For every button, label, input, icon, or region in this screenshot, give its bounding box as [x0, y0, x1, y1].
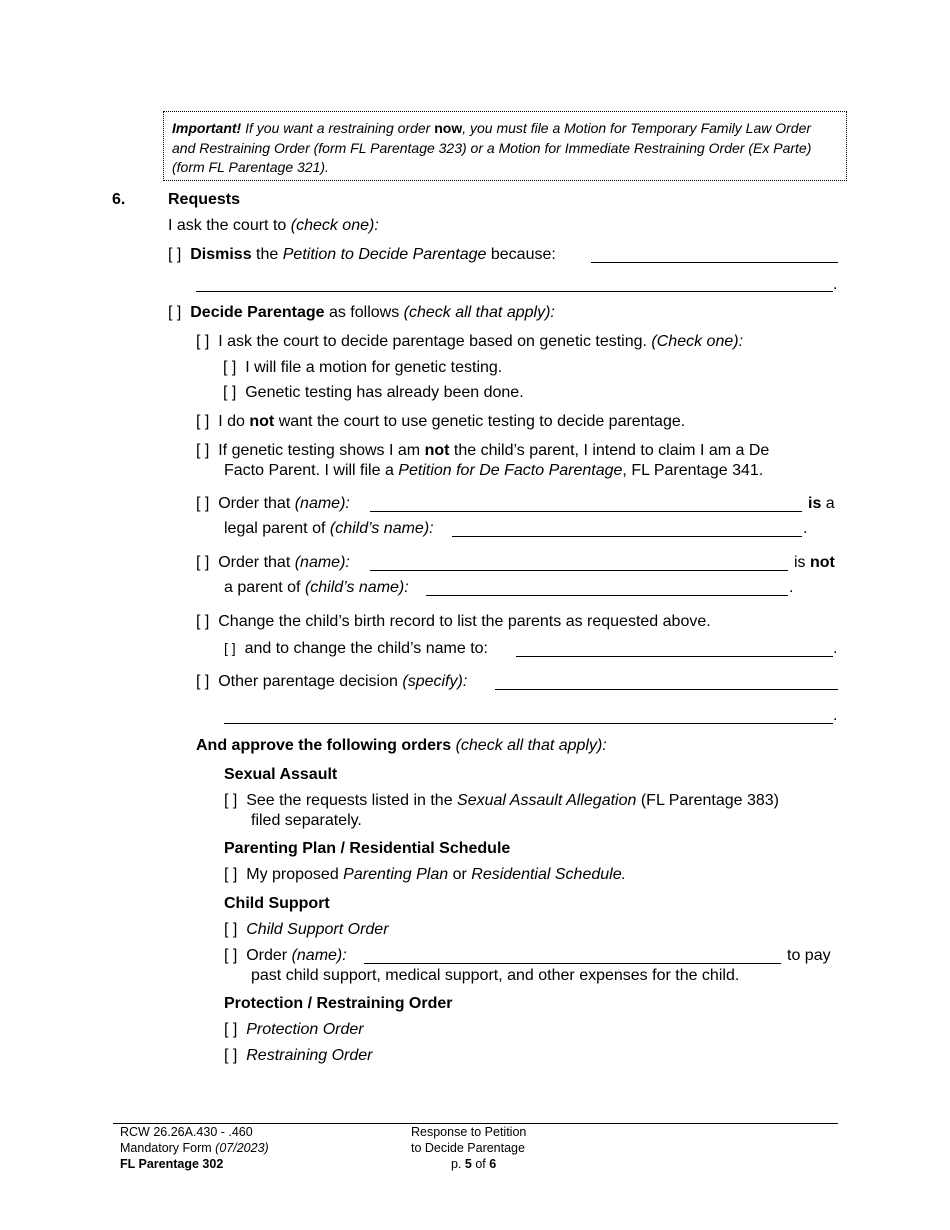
order-is-child-line[interactable] — [452, 536, 802, 537]
protection-order-option[interactable]: [ ] Protection Order — [224, 1021, 364, 1038]
order-is-parent-option[interactable]: [ ] Order that (name): — [196, 495, 350, 512]
checkbox: [ ] — [224, 947, 238, 964]
sexual-assault-option[interactable]: [ ] See the requests listed in the Sexual Assault Allegation (FL Parentage 383) — [224, 792, 780, 809]
footer-center: Response to Petition to Decide Parentage p. 5 of 6 — [411, 1125, 527, 1171]
de-facto-line-2: Facto Parent. I will file a Petition for De Facto Parentage, FL Parentage 341. — [224, 462, 764, 479]
change-name-option[interactable]: [ ] and to change the child’s name to: — [224, 640, 488, 657]
checkbox[interactable]: [ ] — [168, 246, 182, 263]
important-notice: Important! If you want a restraining order now, you must file a Motion for Temporary Family Law Order and Restraining Order (form FL Parentage 323) or a Motion for Immediate Restraining Order (Ex Parte) (form FL Parentage 321). — [163, 111, 847, 181]
sexual-assault-heading: Sexual Assault — [224, 766, 338, 783]
no-genetic-testing-option[interactable]: [ ] I do not want the court to use genetic testing to decide parentage. — [196, 413, 686, 430]
checkbox: [ ] — [196, 495, 210, 512]
genetic-done-option[interactable]: [ ] Genetic testing has already been done. — [223, 384, 524, 401]
checkbox: [ ] — [224, 1047, 238, 1064]
other-line-1[interactable] — [495, 689, 838, 690]
checkbox: [ ] — [196, 413, 210, 430]
checkbox: [ ] — [223, 384, 237, 401]
other-decision-option[interactable]: [ ] Other parentage decision (specify): — [196, 673, 468, 690]
past-support-name-line[interactable] — [364, 963, 781, 964]
protection-heading: Protection / Restraining Order — [224, 995, 453, 1012]
new-name-line[interactable] — [516, 656, 833, 657]
section-intro: I ask the court to (check one): — [168, 217, 379, 234]
other-line-2[interactable] — [224, 723, 833, 724]
order-not-child-line[interactable] — [426, 595, 788, 596]
order-is-child-label: legal parent of (child’s name): — [224, 520, 434, 537]
child-support-heading: Child Support — [224, 895, 330, 912]
checkbox: [ ] — [196, 333, 210, 350]
decide-parentage-option[interactable]: [ ] Decide Parentage as follows (check all that apply): — [168, 304, 555, 321]
order-not-parent-option[interactable]: [ ] Order that (name): — [196, 554, 350, 571]
section-title: Requests — [168, 191, 241, 208]
checkbox: [ ] — [224, 921, 238, 938]
checkbox: [ ] — [196, 554, 210, 571]
footer-left: RCW 26.26A.430 - .460 Mandatory Form (07/2023) FL Parentage 302 — [120, 1125, 269, 1171]
checkbox: [ ] — [224, 640, 236, 656]
order-is-name-line[interactable] — [370, 511, 802, 512]
checkbox: [ ] — [196, 442, 210, 459]
section-number: 6. — [112, 191, 126, 208]
checkbox: [ ] — [196, 613, 210, 630]
checkbox: [ ] — [224, 792, 238, 809]
order-not-name-line[interactable] — [370, 570, 788, 571]
dismiss-option[interactable]: [ ] Dismiss the Petition to Decide Parentage because: — [168, 246, 556, 263]
dismiss-reason-line-1[interactable] — [591, 262, 838, 263]
important-lead: Important! — [172, 120, 242, 136]
checkbox: [ ] — [196, 673, 210, 690]
restraining-order-option[interactable]: [ ] Restraining Order — [224, 1047, 373, 1064]
past-support-option[interactable]: [ ] Order (name): — [224, 947, 347, 964]
birth-record-option[interactable]: [ ] Change the child’s birth record to list the parents as requested above. — [196, 613, 711, 630]
de-facto-option[interactable]: [ ] If genetic testing shows I am not the child’s parent, I intend to claim I am a De — [196, 442, 770, 459]
genetic-motion-option[interactable]: [ ] I will file a motion for genetic testing. — [223, 359, 503, 376]
parenting-plan-heading: Parenting Plan / Residential Schedule — [224, 840, 511, 857]
genetic-testing-option[interactable]: [ ] I ask the court to decide parentage based on genetic testing. (Check one): — [196, 333, 744, 350]
checkbox[interactable]: [ ] — [168, 304, 182, 321]
checkbox: [ ] — [224, 1021, 238, 1038]
checkbox: [ ] — [224, 866, 238, 883]
approve-orders-heading: And approve the following orders (check all that apply): — [196, 737, 607, 754]
order-not-child-label: a parent of (child’s name): — [224, 579, 409, 596]
parenting-plan-option[interactable]: [ ] My proposed Parenting Plan or Residential Schedule. — [224, 866, 627, 883]
child-support-order-option[interactable]: [ ] Child Support Order — [224, 921, 389, 938]
checkbox: [ ] — [223, 359, 237, 376]
dismiss-reason-line-2[interactable] — [196, 291, 833, 292]
